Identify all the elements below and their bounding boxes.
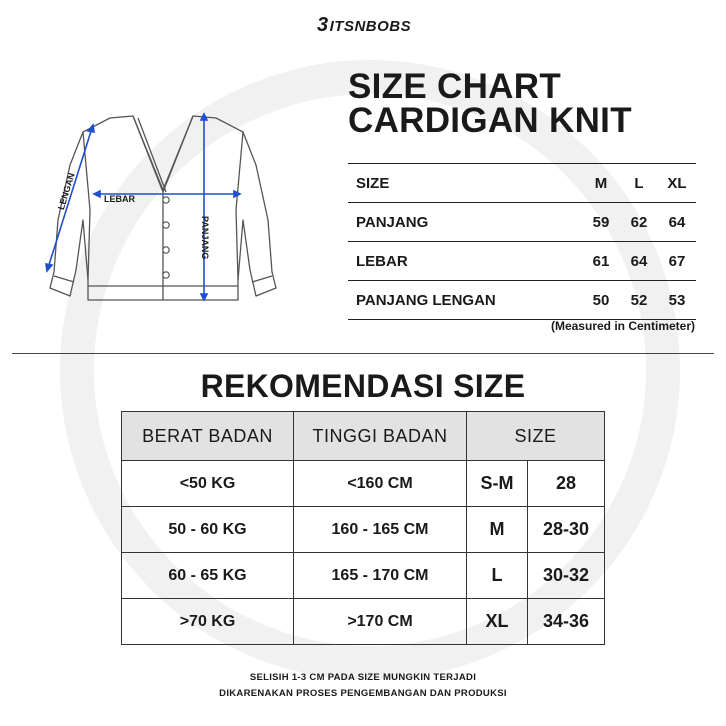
cell-berat: 50 - 60 KG bbox=[122, 507, 294, 553]
header-berat: BERAT BADAN bbox=[122, 412, 294, 461]
section-divider bbox=[12, 353, 714, 354]
title-line-1: SIZE CHART bbox=[348, 67, 561, 106]
cardigan-illustration bbox=[38, 110, 288, 320]
size-header-xl: XL bbox=[658, 164, 696, 203]
cell-value: 67 bbox=[658, 242, 696, 281]
recommendation-table bbox=[121, 411, 605, 645]
cell-size-number: 34-36 bbox=[528, 599, 605, 645]
cell-value: 52 bbox=[620, 281, 658, 320]
cell-tinggi: 160 - 165 CM bbox=[294, 507, 467, 553]
footer-disclaimer bbox=[0, 670, 726, 702]
table-row bbox=[122, 507, 605, 553]
page-title bbox=[348, 67, 632, 140]
cell-tinggi: <160 CM bbox=[294, 461, 467, 507]
cardigan-drawing bbox=[38, 110, 288, 320]
logo-text: ITSNBOBS bbox=[329, 18, 412, 35]
cell-size: M bbox=[467, 507, 528, 553]
footer-line-2: DIKARENAKAN PROSES PENGEMBANGAN DAN PRODUKSI bbox=[219, 688, 507, 699]
table-row bbox=[348, 242, 696, 281]
size-header-m: M bbox=[582, 164, 620, 203]
cell-size-number: 28 bbox=[528, 461, 605, 507]
recommendation-header-row bbox=[122, 412, 605, 461]
cell-berat: <50 KG bbox=[122, 461, 294, 507]
row-label: PANJANG bbox=[348, 203, 582, 242]
recommendation-title: REKOMENDASI SIZE bbox=[200, 368, 526, 404]
table-row bbox=[122, 599, 605, 645]
cell-size: S-M bbox=[467, 461, 528, 507]
cell-value: 64 bbox=[658, 203, 696, 242]
header-size: SIZE bbox=[467, 412, 605, 461]
cell-size-number: 30-32 bbox=[528, 553, 605, 599]
cell-berat: >70 KG bbox=[122, 599, 294, 645]
lebar-label: LEBAR bbox=[104, 194, 135, 204]
logo-glyph: 3 bbox=[317, 14, 329, 36]
cell-value: 50 bbox=[582, 281, 620, 320]
cell-value: 53 bbox=[658, 281, 696, 320]
table-row bbox=[122, 553, 605, 599]
size-header-l: L bbox=[620, 164, 658, 203]
panjang-label: PANJANG bbox=[200, 216, 210, 260]
table-row bbox=[122, 461, 605, 507]
footer-line-1: SELISIH 1-3 CM PADA SIZE MUNGKIN TERJADI bbox=[249, 672, 477, 683]
size-chart-header-row bbox=[348, 164, 696, 203]
row-label: PANJANG LENGAN bbox=[348, 281, 582, 320]
cell-value: 61 bbox=[582, 242, 620, 281]
cell-size: L bbox=[467, 553, 528, 599]
size-header-label: SIZE bbox=[348, 164, 582, 203]
cell-value: 62 bbox=[620, 203, 658, 242]
brand-logo bbox=[317, 14, 411, 37]
cell-value: 64 bbox=[620, 242, 658, 281]
cell-tinggi: >170 CM bbox=[294, 599, 467, 645]
row-label: LEBAR bbox=[348, 242, 582, 281]
measurement-note: (Measured in Centimeter) bbox=[550, 319, 695, 333]
cell-berat: 60 - 65 KG bbox=[122, 553, 294, 599]
table-row bbox=[348, 203, 696, 242]
cell-tinggi: 165 - 170 CM bbox=[294, 553, 467, 599]
header-tinggi: TINGGI BADAN bbox=[294, 412, 467, 461]
size-chart-table bbox=[348, 163, 696, 320]
cell-size: XL bbox=[467, 599, 528, 645]
cell-size-number: 28-30 bbox=[528, 507, 605, 553]
title-line-2: CARDIGAN KNIT bbox=[348, 101, 632, 140]
table-row bbox=[348, 281, 696, 320]
lengan-label: LENGAN bbox=[56, 171, 77, 211]
cell-value: 59 bbox=[582, 203, 620, 242]
